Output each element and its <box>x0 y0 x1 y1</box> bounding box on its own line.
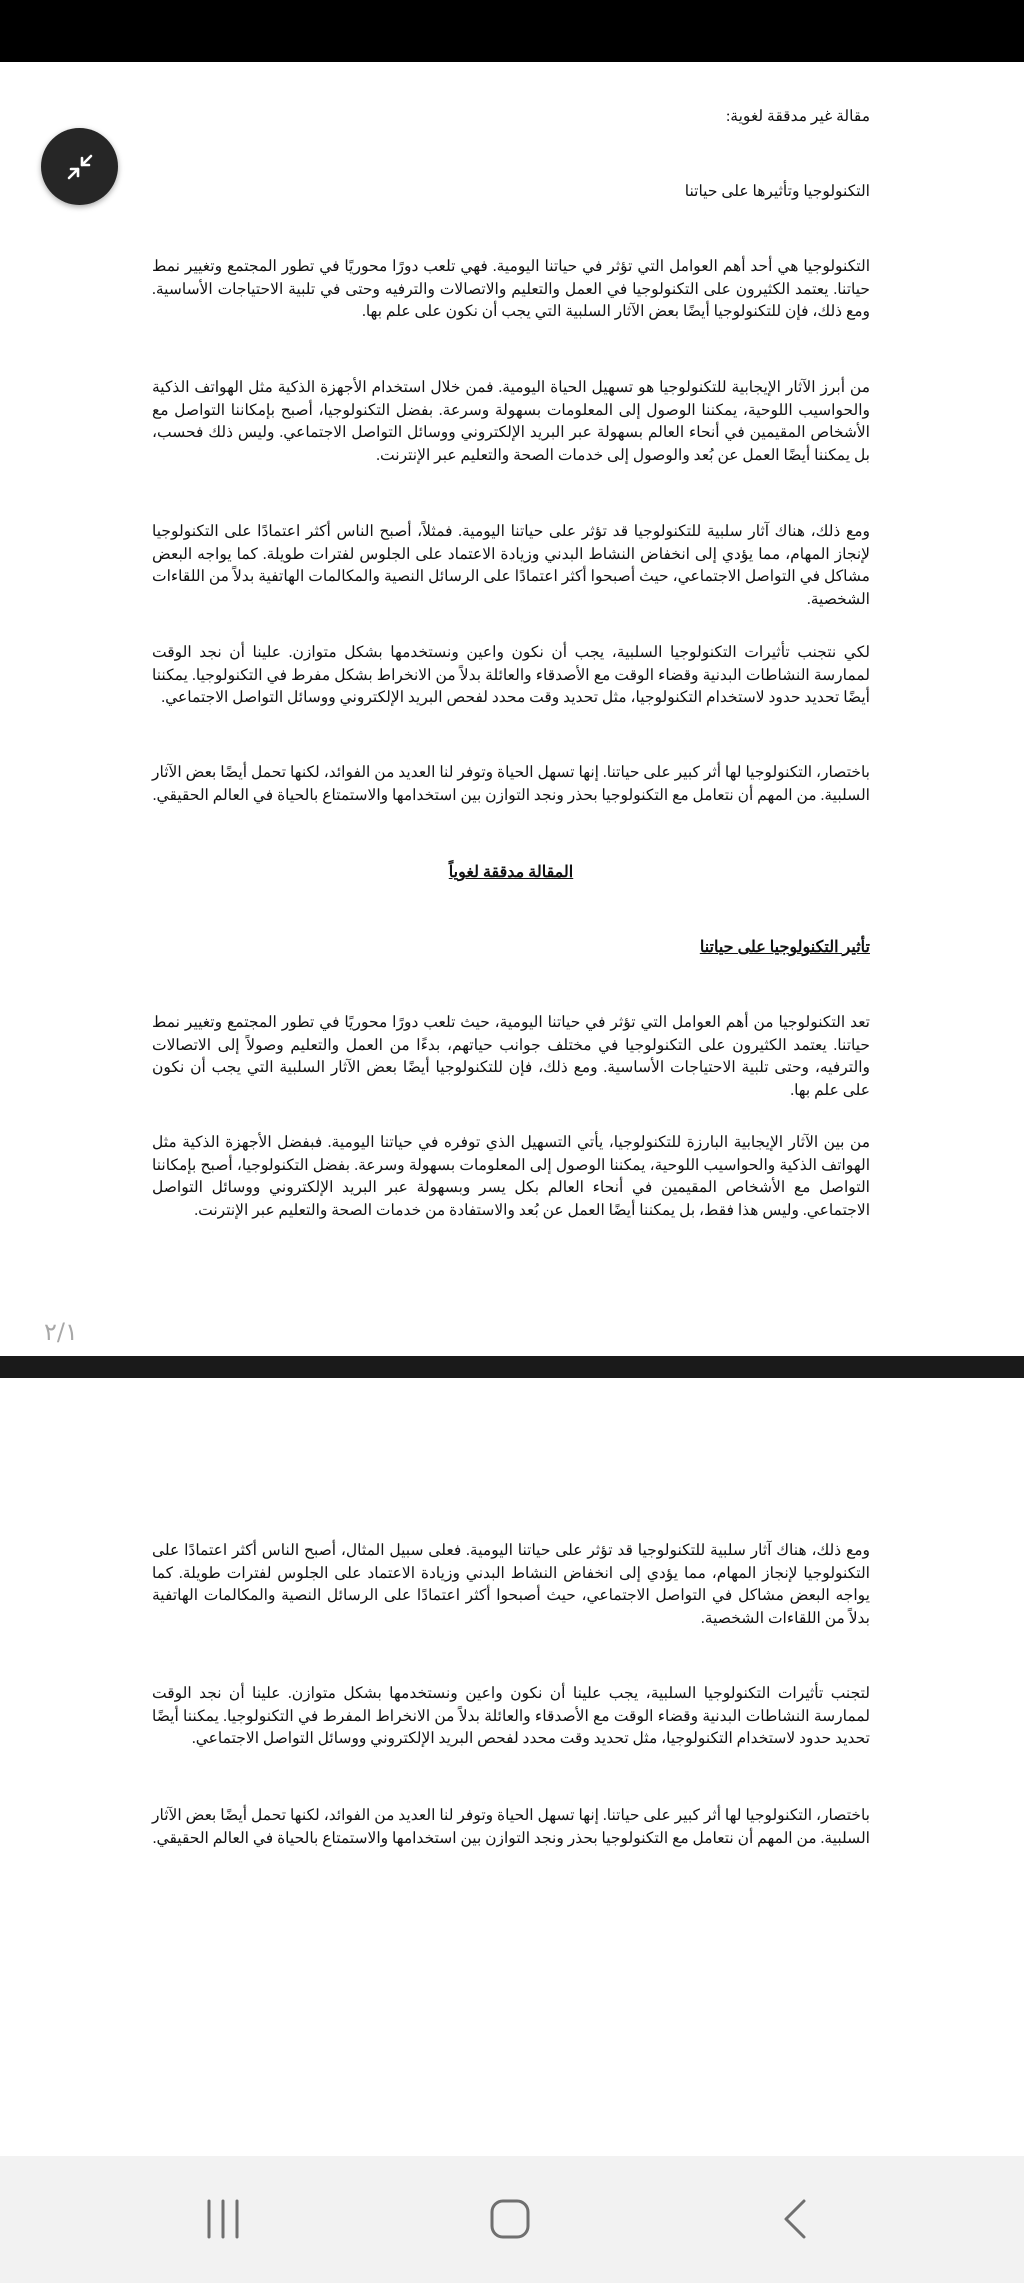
paragraph: ومع ذلك، هناك آثار سلبية للتكنولوجيا قد تؤثر على حياتنا اليومية. فمثلاً، أصبح الناس أكثر اعتمادًا على التكنولوجيا لإنجاز المهام، مما يؤدي إلى انخفاض النشاط البدني وزيادة الاعتماد على الجلوس لفترات طويلة. كما يواجه البعض مشاكل في التواصل الاجتماعي، حيث أصبحوا أكثر اعتمادًا على الرسائل النصية والمكالمات الهاتفية بدلاً من اللقاءات الشخصية. <box>152 523 870 608</box>
paragraph: باختصار، التكنولوجيا لها أثر كبير على حياتنا. إنها تسهل الحياة وتوفر لنا العديد من الفوائد، لكنها تحمل أيضًا بعض الآثار السلبية. من المهم أن نتعامل مع التكنولوجيا بحذر ونجد التوازن بين استخدامها والاستمتاع بالحياة في العالم الحقيقي. <box>152 1807 870 1847</box>
back-icon <box>774 2197 818 2241</box>
document-title-line: مقالة غير مدققة لغوية: <box>726 108 870 125</box>
navigation-bar <box>0 2156 1024 2283</box>
status-bar <box>0 0 1024 62</box>
recents-button[interactable] <box>183 2184 263 2254</box>
recents-icon <box>201 2197 245 2241</box>
paragraph: تعد التكنولوجيا من أهم العوامل التي تؤثر في حياتنا اليومية، حيث تلعب دورًا محوريًا في تطور المجتمع وتغيير نمط حياتنا. يعتمد الكثيرون على التكنولوجيا في مختلف جوانب حياتهم، بدءًا من العمل والتعليم وصولاً إلى الاتصالات والترفيه، وحتى تلبية الاحتياجات الأساسية. ومع ذلك، فإن للتكنولوجيا أيضًا بعض الآثار السلبية التي يجب أن نكون على علم بها. <box>152 1014 870 1099</box>
page-indicator: ٢/١ <box>44 1318 78 1346</box>
home-icon <box>488 2197 532 2241</box>
paragraph: من بين الآثار الإيجابية البارزة للتكنولوجيا، يأتي التسهيل الذي توفره في حياتنا اليومية. فبفضل الأجهزة الذكية مثل الهواتف الذكية والحواسيب اللوحية، يمكننا الوصول إلى المعلومات بسهولة وسرعة. بفضل التكنولوجيا، أصبح بإمكاننا التواصل مع الأشخاص المقيمين في أنحاء العالم بكل يسر وبسهولة عبر البريد الإلكتروني ووسائل التواصل الاجتماعي. وليس هذا فقط، بل يمكننا أيضًا العمل عن بُعد والاستفادة من خدمات الصحة والتعليم عبر الإنترنت. <box>152 1134 870 1219</box>
paragraph: لكي نتجنب تأثيرات التكنولوجيا السلبية، يجب أن نكون واعين ونستخدمها بشكل متوازن. علينا أن نجد الوقت لممارسة النشاطات البدنية وقضاء الوقت مع الأصدقاء والعائلة بدلاً من الانخراط بشكل مفرط في التكنولوجيا. يمكننا أيضًا تحديد حدود لاستخدام التكنولوجيا، مثل تحديد وقت محدد لفحص البريد الإلكتروني ووسائل التواصل الاجتماعي. <box>152 644 870 706</box>
home-button[interactable] <box>470 2184 550 2254</box>
paragraph: من أبرز الآثار الإيجابية للتكنولوجيا هو تسهيل الحياة اليومية. فمن خلال استخدام الأجهزة الذكية مثل الهواتف الذكية والحواسيب اللوحية، يمكننا الوصول إلى المعلومات بسهولة وسرعة. بفضل التكنولوجيا، أصبح بإمكاننا التواصل مع الأشخاص المقيمين في أنحاء العالم بسهولة عبر البريد الإلكتروني ووسائل التواصل الاجتماعي. وليس ذلك فحسب، بل يمكننا أيضًا العمل عن بُعد والوصول إلى خدمات الصحة والتعليم عبر الإنترنت. <box>152 379 870 464</box>
document-page-1 <box>0 62 1024 1356</box>
back-button[interactable] <box>756 2184 836 2254</box>
document-subtitle-line: التكنولوجيا وتأثيرها على حياتنا <box>684 183 870 200</box>
exit-fullscreen-button[interactable] <box>41 128 118 205</box>
collapse-arrows-icon <box>63 150 97 184</box>
article-heading: تأثير التكنولوجيا على حياتنا <box>699 939 870 956</box>
paragraph: لتجنب تأثيرات التكنولوجيا السلبية، يجب علينا أن نكون واعين ونستخدمها بشكل متوازن. علينا أن نجد الوقت لممارسة النشاطات البدنية وقضاء الوقت مع الأصدقاء والعائلة بدلاً من الانخراط المفرط في التكنولوجيا. يمكننا أيضًا تحديد حدود لاستخدام التكنولوجيا، مثل تحديد وقت محدد لفحص البريد الإلكتروني ووسائل التواصل الاجتماعي. <box>152 1685 871 1747</box>
document-page-2 <box>0 1378 1024 2156</box>
section-heading: المقالة مدققة لغوياً <box>448 864 574 881</box>
paragraph: التكنولوجيا هي أحد أهم العوامل التي تؤثر في حياتنا اليومية. فهي تلعب دورًا محوريًا في تطور المجتمع وتغيير نمط حياتنا. يعتمد الكثيرون على التكنولوجيا في العمل والتعليم والاتصالات والترفيه وحتى في تلبية الاحتياجات الأساسية. ومع ذلك، فإن للتكنولوجيا أيضًا بعض الآثار السلبية التي يجب أن نكون على علم بها. <box>152 258 870 320</box>
paragraph: باختصار، التكنولوجيا لها أثر كبير على حياتنا. إنها تسهل الحياة وتوفر لنا العديد من الفوائد، لكنها تحمل أيضًا بعض الآثار السلبية. من المهم أن نتعامل مع التكنولوجيا بحذر ونجد التوازن بين استخدامها والاستمتاع بالحياة في العالم الحقيقي. <box>152 764 870 804</box>
page-separator <box>0 1356 1024 1378</box>
paragraph: ومع ذلك، هناك آثار سلبية للتكنولوجيا قد تؤثر على حياتنا اليومية. فعلى سبيل المثال، أصبح الناس أكثر اعتمادًا على التكنولوجيا لإنجاز المهام، مما يؤدي إلى انخفاض النشاط البدني وزيادة الاعتماد على الجلوس لفترات طويلة. كما يواجه البعض مشاكل في التواصل الاجتماعي، حيث أصبحوا أكثر اعتمادًا على الرسائل النصية والمكالمات الهاتفية بدلاً من اللقاءات الشخصية. <box>152 1542 870 1627</box>
